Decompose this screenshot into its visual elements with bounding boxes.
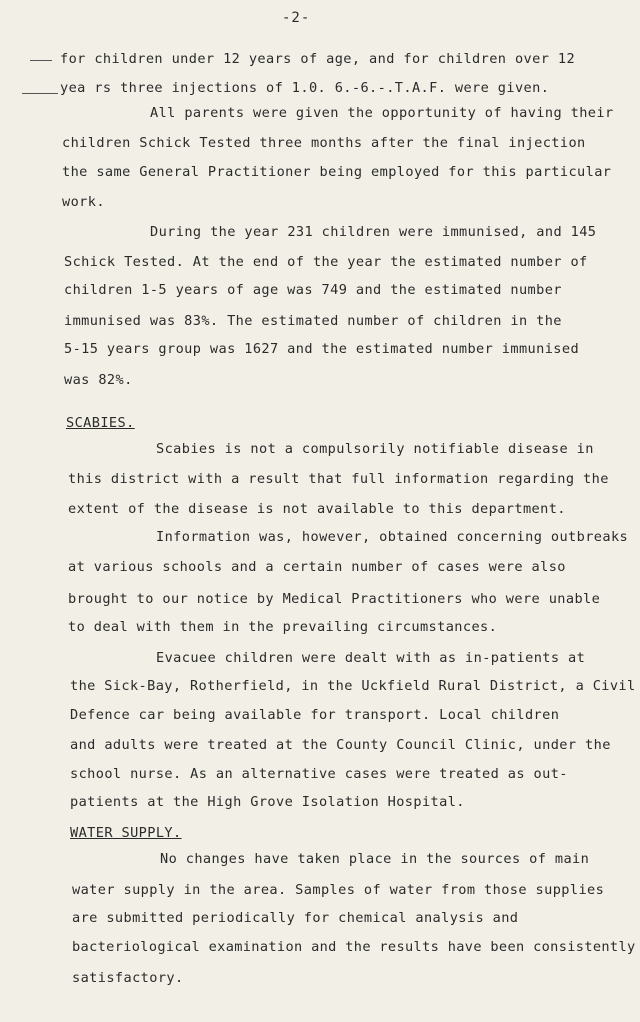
scabies-line: school nurse. As an alternative cases were treated as out- — [70, 766, 568, 782]
scabies-line: Defence car being available for transport. Local children — [70, 707, 560, 723]
paragraph-line: 5-15 years group was 1627 and the estimated number immunised — [64, 341, 580, 357]
paragraph-line: All parents were given the opportunity of having their — [150, 105, 614, 121]
margin-mark — [30, 60, 52, 61]
water-supply-heading: WATER SUPPLY. — [70, 825, 182, 841]
water-supply-line: are submitted periodically for chemical analysis and — [72, 910, 519, 926]
water-supply-line: No changes have taken place in the sources of main — [160, 851, 590, 867]
intro-line-2: yea rs three injections of 1.0. 6.-6.-.T.A.F. were given. — [60, 80, 550, 96]
scabies-line: at various schools and a certain number of cases were also — [68, 559, 566, 575]
intro-line-1: for children under 12 years of age, and for children over 12 — [60, 51, 576, 67]
scabies-line: the Sick-Bay, Rotherfield, in the Uckfield Rural District, a Civil — [70, 678, 636, 694]
scabies-line: brought to our notice by Medical Practitioners who were unable — [68, 591, 601, 607]
paragraph-line: work. — [62, 194, 105, 210]
scabies-line: Scabies is not a compulsorily notifiable disease in — [156, 441, 594, 457]
scabies-line: this district with a result that full information regarding the — [68, 471, 609, 487]
scabies-line: to deal with them in the prevailing circumstances. — [68, 619, 498, 635]
paragraph-line: the same General Practitioner being employed for this particular — [62, 164, 612, 180]
scabies-heading: SCABIES. — [66, 415, 135, 431]
paragraph-line: immunised was 83%. The estimated number of children in the — [64, 313, 562, 329]
scabies-line: and adults were treated at the County Council Clinic, under the — [70, 737, 611, 753]
scabies-line: Information was, however, obtained concerning outbreaks — [156, 529, 629, 545]
water-supply-line: water supply in the area. Samples of water from those supplies — [72, 882, 605, 898]
paragraph-line: children Schick Tested three months after the final injection — [62, 135, 586, 151]
scabies-line: patients at the High Grove Isolation Hospital. — [70, 794, 465, 810]
margin-mark — [22, 93, 58, 94]
page-number: -2- — [282, 10, 311, 26]
scabies-line: extent of the disease is not available to this department. — [68, 501, 566, 517]
water-supply-line: bacteriological examination and the results have been consistently — [72, 939, 636, 955]
paragraph-line: was 82%. — [64, 372, 133, 388]
water-supply-line: satisfactory. — [72, 970, 184, 986]
paragraph-line: Schick Tested. At the end of the year the estimated number of — [64, 254, 588, 270]
scabies-line: Evacuee children were dealt with as in-patients at — [156, 650, 586, 666]
paragraph-line: During the year 231 children were immunised, and 145 — [150, 224, 597, 240]
paragraph-line: children 1-5 years of age was 749 and the estimated number — [64, 282, 562, 298]
